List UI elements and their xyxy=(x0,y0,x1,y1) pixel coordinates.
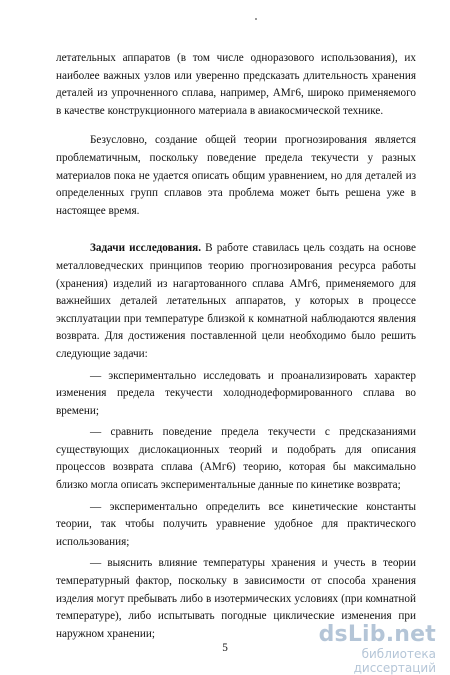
section-text: В работе ставилась цель создать на основе металловедческих принципов теорию прогнозирования ресурса работы (хранения) изделий из нагартованного сплава АМг6, применяемого для важнейших деталей летательных аппаратов, у которых в процессе эксплуатации при температуре близкой к комнатной наблюдаются явления возврата. Для достижения поставленной цели необходимо было решить следующие задачи: xyxy=(56,242,416,360)
task-item-4: — выяснить влияние температуры хранения и учесть в теории температурный фактор, поскольку в зависимости от способа хранения изделия могут пребывать либо в изотермических условиях (при комнатной температуре), либо испытывать погодные циклические изменения при наружном хранении; xyxy=(56,557,416,640)
task-item-1: — экспериментально исследовать и проанализировать характер изменения предела текучести холоднодеформированного сплава во времени; xyxy=(56,369,416,417)
watermark-subtitle: библиотека диссертаций xyxy=(353,647,436,675)
watermark-logo: dsLib.net xyxy=(318,622,436,647)
paragraph-2: Безусловно, создание общей теории прогнозирования является проблематичным, поскольку поведение предела текучести у разных материалов пока не удается описать общим уравнением, но для деталей из определенных групп сплавов эта проблема может быть решена уже в настоящее время. xyxy=(56,134,416,217)
site-watermark xyxy=(286,622,436,675)
section-heading: Задачи исследования. xyxy=(90,242,201,255)
paragraph-3 xyxy=(56,240,416,363)
scan-speck xyxy=(255,18,257,20)
page-number: 5 xyxy=(222,642,228,654)
task-item-2: — сравнить поведение предела текучести с предсказаниями существующих дислокационных теорий и подобрать для описания процессов возврата сплава (АМг6) теорию, которая бы максимально близко могла описать экспериментальные данные по кинетике возврата; xyxy=(56,426,416,492)
task-item-3: — экспериментально определить все кинетические константы теории, так чтобы получить уравнение удобное для практического использования; xyxy=(56,500,416,548)
page-content xyxy=(56,50,416,643)
paragraph-1: летательных аппаратов (в том числе одноразового использования), их наиболее важных узлов или уверенно предсказать длительность хранения деталей из упрочненного сплава, например, АМг6, широко применяемого в качестве конструкционного материала в авиакосмической технике. xyxy=(56,52,416,117)
